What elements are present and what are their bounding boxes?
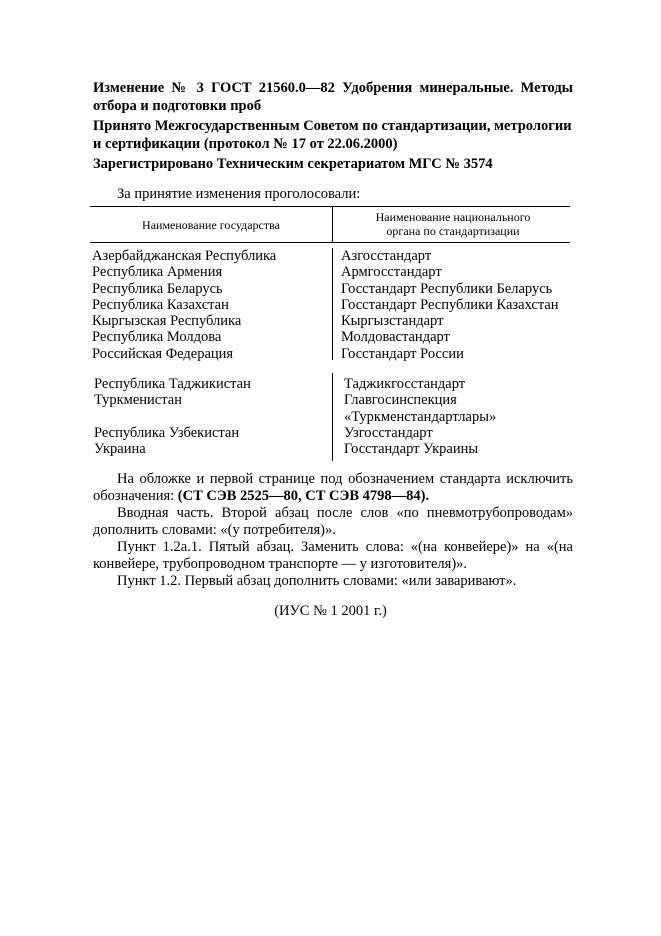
state-name: Республика Казахстан <box>92 296 229 313</box>
registration-statement: Зарегистрировано Техническим секретариатом МГС № 3574 <box>93 156 493 172</box>
standards-body: Узгосстандарт <box>344 424 433 441</box>
state-column-group1 <box>92 248 276 362</box>
voting-intro: За принятие изменения проголосовали: <box>117 186 361 202</box>
column-header-body-line1: Наименование национального <box>375 210 531 224</box>
column-header-body <box>336 210 570 238</box>
table-header-rule <box>90 242 570 243</box>
paragraph-introduction <box>93 505 573 539</box>
state-name: Республика Беларусь <box>92 280 223 297</box>
paragraph-text: Пункт 1.2. Первый абзац дополнить словами: «или заваривают». <box>117 573 517 589</box>
column-header-state: Наименование государства <box>142 218 280 232</box>
column-header-body-line2: органа по стандартизации <box>386 224 520 238</box>
adoption-statement: Принято Межгосударственным Советом по стандартизации, метрологии и сертификации (протокол № 17 от 22.06.2000) <box>93 118 572 152</box>
state-name: Республика Узбекистан <box>94 424 240 441</box>
standards-body: Госстандарт Украины <box>344 441 479 458</box>
state-name: Республика Молдова <box>92 329 222 346</box>
table-header-divider <box>332 206 333 242</box>
standards-body: Госстандарт Республики Казахстан <box>341 296 559 313</box>
removed-designations: (СТ СЭВ 2525—80, СТ СЭВ 4798—84). <box>177 488 430 504</box>
state-name: Республика Армения <box>92 264 223 281</box>
body-column-group2 <box>344 376 572 457</box>
standards-body: Госстандарт России <box>341 345 464 362</box>
amendment-title: Изменение № 3 ГОСТ 21560.0—82 Удобрения минеральные. Методы отбора и подготовки проб <box>93 80 573 114</box>
state-column-group2 <box>94 376 251 457</box>
standards-body: Азгосстандарт <box>341 248 432 264</box>
standards-body: Главгосинспекция «Туркменстандартлары» <box>344 392 497 425</box>
standards-body: Молдовастандарт <box>341 329 450 346</box>
state-name: Украина <box>94 441 146 458</box>
table-column-divider <box>332 373 333 461</box>
ius-reference: (ИУС № 1 2001 г.) <box>274 603 387 619</box>
paragraph-cover-page <box>93 471 573 505</box>
standards-body: Армгосстандарт <box>341 264 442 281</box>
state-name: Кыргызская Республика <box>92 313 242 330</box>
state-name: Республика Таджикистан <box>94 376 251 392</box>
paragraph-text: Вводная часть. Второй абзац после слов «по пневмотрубопроводам» дополнить словами: «(у потребителя)». <box>93 505 573 538</box>
paragraph-text: На обложке и первой странице под обозначением стандарта исключить обозначения: <box>93 471 573 504</box>
table-column-divider <box>332 248 333 360</box>
paragraph-text: Пункт 1.2а.1. Пятый абзац. Заменить слова: «(на конвейере)» на «(на конвейере, трубопроводном транспорте — у изготовителя)». <box>93 539 573 572</box>
standards-body: Кыргызстандарт <box>341 313 444 330</box>
paragraph-item-1-2a-1 <box>93 539 573 573</box>
body-column-group1 <box>341 248 559 362</box>
standards-body: Госстандарт Республики Беларусь <box>341 280 553 297</box>
state-name: Азербайджанская Республика <box>92 248 277 264</box>
state-name: Туркменистан <box>94 392 182 409</box>
table-top-rule <box>90 206 570 207</box>
row-spacer <box>94 409 251 425</box>
state-name: Российская Федерация <box>92 345 234 362</box>
paragraph-item-1-2 <box>93 573 573 590</box>
standards-body: Таджикгосстандарт <box>344 376 466 392</box>
